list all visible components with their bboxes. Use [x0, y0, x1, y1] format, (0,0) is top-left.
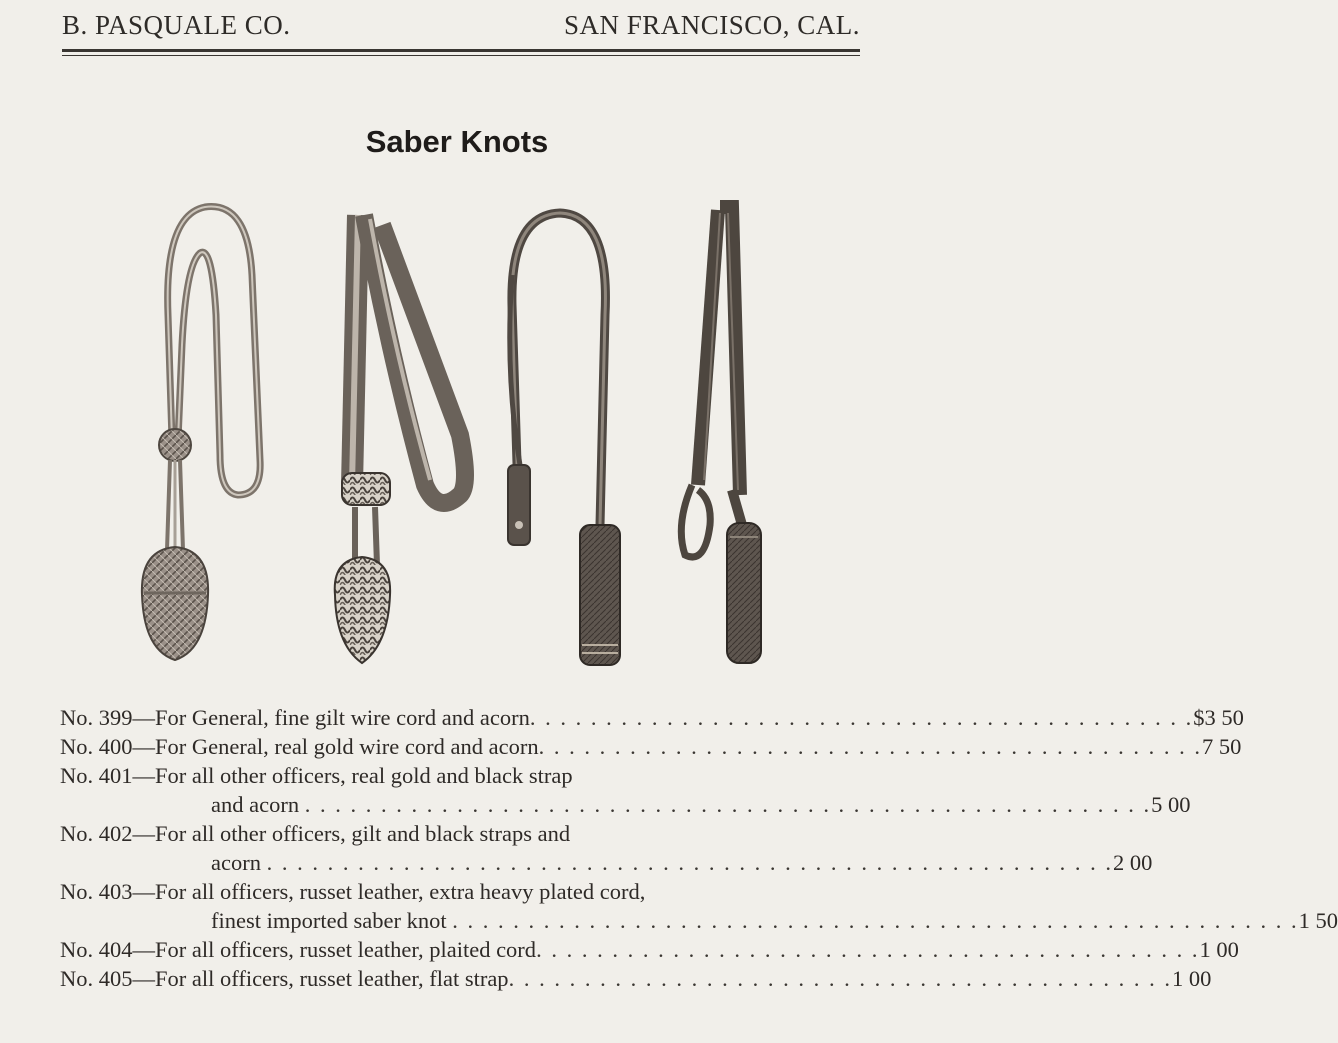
list-item [60, 964, 1212, 993]
leader-dots: . . . . . . . . . . . . . . . . . . . . . . . . . . . . . . . . . . . . . . . . . . . . [529, 705, 1194, 730]
item-price: $3 50 [1193, 705, 1244, 730]
header-rule-thick [62, 49, 860, 52]
item-number: No. 404 [60, 937, 133, 962]
item-description: —For General, real gold wire cord and acorn [132, 734, 539, 759]
item-number: No. 405 [60, 966, 133, 991]
list-item [60, 935, 1239, 964]
page-title: Saber Knots [365, 124, 549, 159]
knot-acorn-cord [142, 207, 260, 660]
item-description: —For all other officers, real gold and black strap [132, 763, 573, 788]
item-price: 1 50 [1298, 908, 1338, 933]
item-price: 2 00 [1112, 850, 1153, 875]
item-description: —For General, fine gilt wire cord and acorn [132, 705, 530, 730]
item-price: 5 00 [1151, 792, 1191, 817]
item-description-cont: and acorn [211, 792, 305, 817]
leader-dots: . . . . . . . . . . . . . . . . . . . . . . . . . . . . . . . . . . . . . . . . . . . . . . . . . . . . . . . . [304, 792, 1152, 817]
item-number: No. 400 [60, 734, 133, 759]
item-description-cont: finest imported saber knot [211, 908, 453, 933]
item-description-cont: acorn [211, 850, 267, 875]
company-name: B. PASQUALE CO. [62, 10, 291, 40]
item-price: 1 00 [1171, 966, 1212, 991]
item-number: No. 403 [60, 879, 133, 904]
item-price: 1 00 [1199, 937, 1239, 962]
knot-russet-cord [508, 213, 620, 665]
leader-dots: . . . . . . . . . . . . . . . . . . . . . . . . . . . . . . . . . . . . . . . . . . . . [508, 966, 1172, 991]
knot-russet-strap [681, 207, 761, 663]
knot-strap-acorn [335, 215, 465, 663]
item-price: 7 50 [1201, 734, 1242, 759]
list-item [60, 703, 1244, 732]
leader-dots: . . . . . . . . . . . . . . . . . . . . . . . . . . . . . . . . . . . . . . . . . . . . . . . . . . . . . . . . [266, 850, 1113, 875]
item-description: —For all other officers, gilt and black straps and [132, 821, 571, 846]
item-description: —For all officers, russet leather, flat strap [132, 966, 509, 991]
leader-dots: . . . . . . . . . . . . . . . . . . . . . . . . . . . . . . . . . . . . . . . . . . . . . . . . . . . . . . . . [452, 908, 1299, 933]
leader-dots: . . . . . . . . . . . . . . . . . . . . . . . . . . . . . . . . . . . . . . . . . . . . [536, 937, 1200, 962]
company-city: SAN FRANCISCO, CAL. [563, 10, 860, 40]
item-number: No. 401 [60, 763, 133, 788]
item-number: No. 402 [60, 821, 133, 846]
list-item [60, 732, 1242, 761]
item-number: No. 399 [60, 705, 133, 730]
list-item [60, 877, 1338, 935]
list-item [60, 819, 1153, 877]
saber-knots-illustration [120, 195, 800, 675]
leader-dots: . . . . . . . . . . . . . . . . . . . . . . . . . . . . . . . . . . . . . . . . . . . . [538, 734, 1202, 759]
header-rule-thin [62, 55, 860, 56]
item-description: —For all officers, russet leather, plaited cord [132, 937, 537, 962]
page-header [62, 10, 860, 44]
list-item [60, 761, 1191, 819]
item-description: —For all officers, russet leather, extra heavy plated cord, [132, 879, 646, 904]
price-list [60, 703, 1338, 993]
